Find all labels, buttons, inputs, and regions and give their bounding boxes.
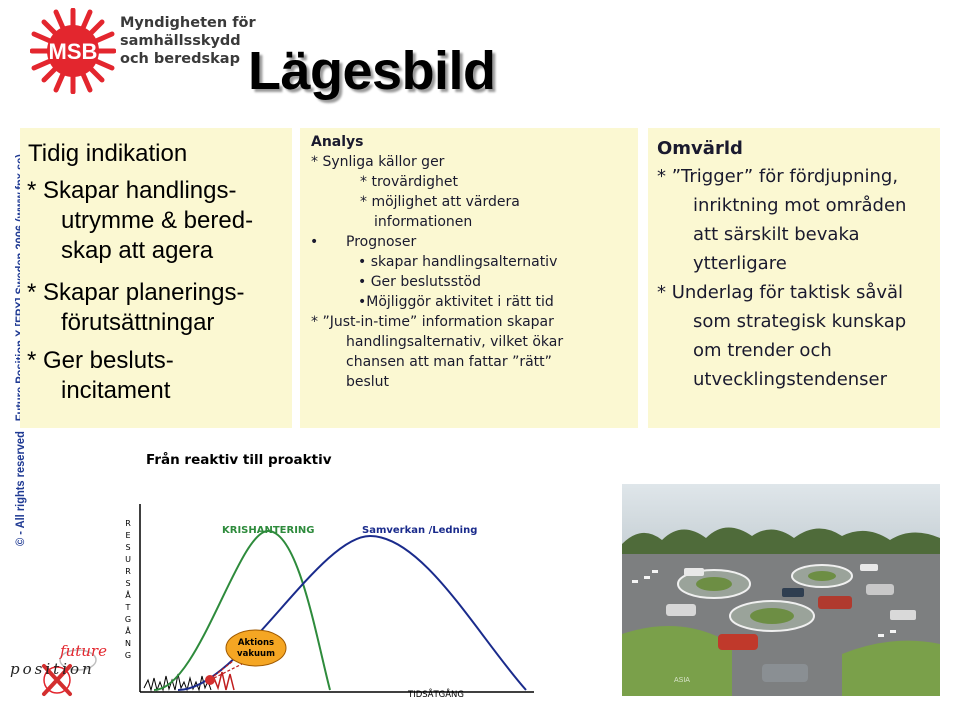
y-axis-label-letter: R [125, 519, 131, 528]
text-line: informationen [374, 214, 473, 230]
panel-analysis [300, 128, 638, 428]
page-title: Lägesbild [248, 41, 496, 101]
action-marker [205, 675, 215, 685]
aktions-vakuum-callout [226, 630, 286, 666]
series-line-krishantering [154, 531, 330, 690]
y-axis-label-letter: N [125, 639, 131, 648]
panel-early-indication [20, 128, 292, 428]
fp-logo-bottom: position [10, 660, 95, 678]
list-item-line: * Skapar handlings- [27, 177, 237, 204]
series-line-samverkan [178, 536, 526, 690]
list-item-line: skap att agera [61, 237, 214, 264]
callout-label: vakuum [237, 649, 275, 659]
y-axis-label-letter: R [125, 567, 131, 576]
text-line: utvecklingstendenser [693, 369, 888, 390]
text-line: som strategisk kunskap [693, 311, 907, 332]
text-line: att särskilt bevaka [693, 224, 860, 245]
y-axis-label [125, 519, 132, 660]
list-item-line: * Ger besluts- [27, 347, 174, 374]
y-axis-label-letter: G [124, 651, 132, 660]
noise-line-red [214, 672, 234, 690]
agency-name-line: samhällsskydd [120, 33, 241, 49]
list-item-line: utrymme & bered- [61, 207, 254, 234]
callout-label: Aktions [237, 638, 275, 648]
y-axis-label-letter: Å [125, 627, 131, 636]
text-line: * Synliga källor ger [311, 154, 445, 170]
list-item-line: * Skapar planerings- [27, 279, 245, 306]
agency-name-line: och beredskap [120, 51, 240, 67]
panel-heading: Tidig indikation [28, 140, 188, 167]
list-item [27, 176, 253, 266]
agency-name [120, 14, 256, 68]
text-line: om trender och [693, 340, 832, 361]
x-axis-label: TIDSÅTGÅNG [408, 690, 464, 700]
text-line: Prognoser [346, 234, 417, 250]
y-axis-label-letter: Å [125, 591, 131, 600]
text-line: * ”Just-in-time” information skapar [311, 314, 554, 330]
bullet-icon: • [310, 234, 319, 250]
future-position-logo [8, 630, 118, 700]
roundabout-photo [622, 484, 940, 696]
list-item [27, 346, 174, 406]
list-item-line: incitament [61, 377, 171, 404]
y-axis-label-letter: G [124, 615, 132, 624]
photo-watermark: ASIA [674, 677, 690, 684]
text-line: chansen att man fattar ”rätt” [346, 354, 552, 370]
text-line: • skapar handlingsalternativ [358, 254, 558, 270]
text-line: * Underlag för taktisk såväl [657, 282, 904, 303]
list-item [27, 278, 244, 338]
chart-caption: Från reaktiv till proaktiv [146, 452, 332, 468]
y-axis-label-letter: E [125, 531, 131, 540]
text-line: * möjlighet att värdera [360, 194, 520, 210]
logo-text: MSB [48, 39, 98, 64]
text-line: beslut [346, 374, 390, 390]
text-line: ytterligare [693, 253, 787, 274]
fp-logo-top: future [60, 642, 107, 660]
y-axis-label-letter: T [125, 603, 131, 612]
text-line: inriktning mot områden [693, 195, 907, 216]
text-line: * trovärdighet [360, 174, 458, 190]
reactive-proactive-chart [118, 496, 538, 700]
panel-heading: Analys [311, 134, 364, 150]
msb-logo-icon [30, 8, 116, 94]
panel-heading: Omvärld [657, 138, 743, 159]
text-line: •Möjliggör aktivitet i rätt tid [358, 294, 554, 310]
panel-environment [648, 128, 940, 428]
text-line: * ”Trigger” för fördjupning, [657, 166, 899, 187]
series-label: KRISHANTERING [222, 525, 315, 536]
y-axis-label-letter: U [125, 555, 131, 564]
text-line: handlingsalternativ, vilket ökar [346, 334, 564, 350]
text-line: • Ger beslutsstöd [358, 274, 481, 290]
agency-name-line: Myndigheten för [120, 15, 256, 31]
y-axis-label-letter: S [125, 543, 131, 552]
y-axis-label-letter: S [125, 579, 131, 588]
series-label: Samverkan /Ledning [362, 525, 478, 536]
list-item-line: förutsättningar [61, 309, 215, 336]
